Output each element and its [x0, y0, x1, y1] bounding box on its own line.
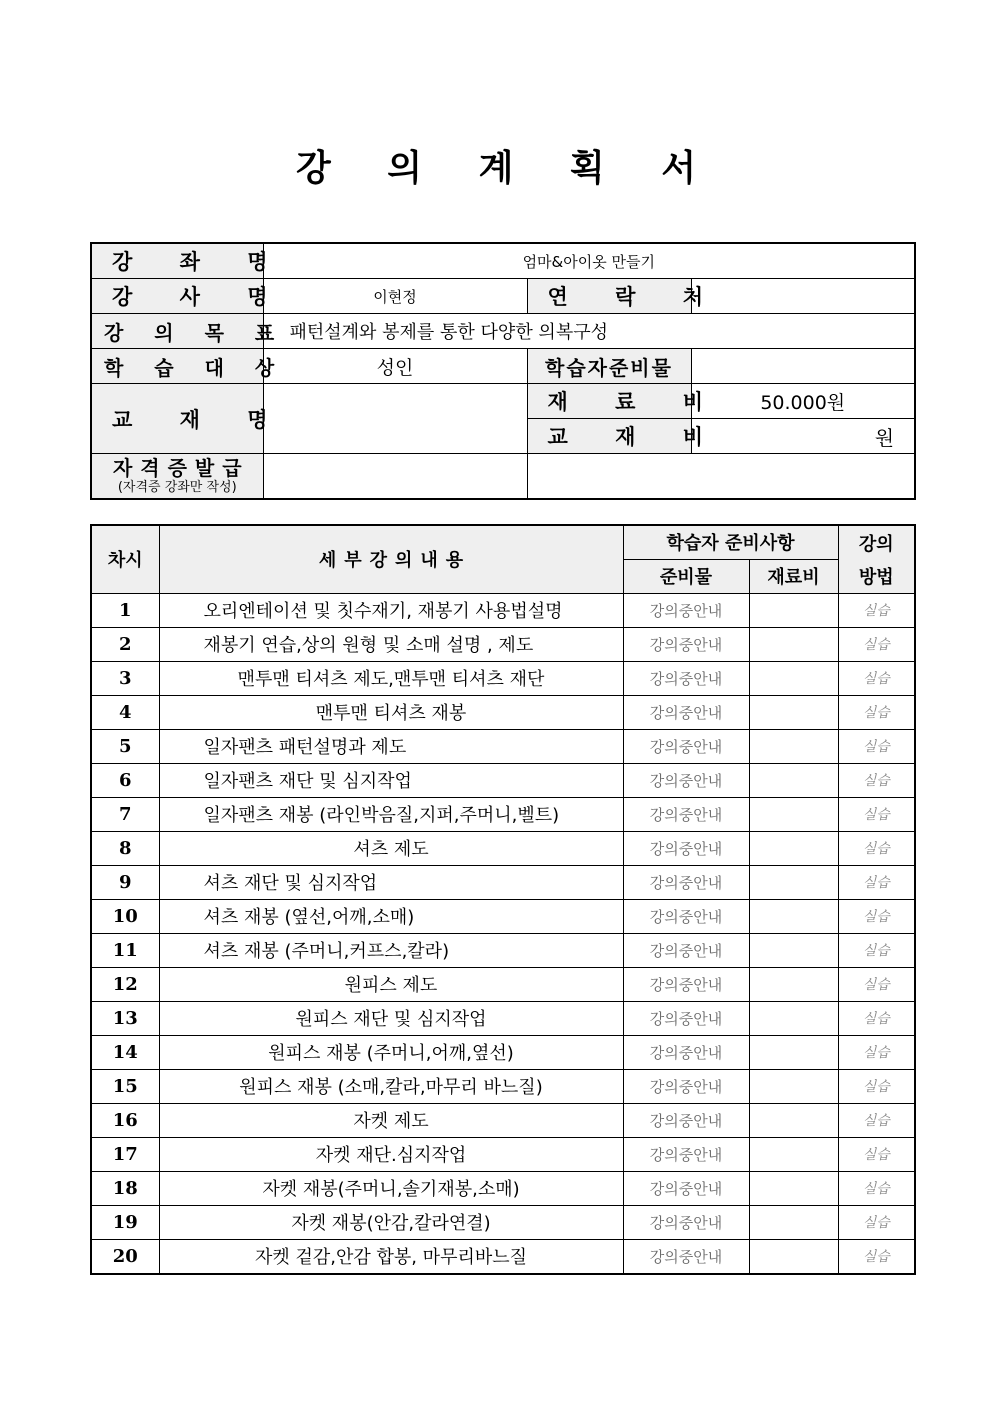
page-title: 강 의 계 획 서 — [295, 147, 718, 189]
session-content: 셔츠 재봉 (옆선,어깨,소매) — [159, 899, 623, 933]
prep-items: 강의중안내 — [623, 1171, 749, 1205]
prep-items: 강의중안내 — [623, 763, 749, 797]
prep-fee — [749, 797, 838, 831]
textbook-label: 교 재 명 — [91, 384, 263, 454]
lecture-method: 실습 — [838, 1035, 915, 1069]
lecture-method: 실습 — [838, 593, 915, 627]
prep-items: 강의중안내 — [623, 695, 749, 729]
lecture-method: 실습 — [838, 831, 915, 865]
prep-items: 강의중안내 — [623, 1035, 749, 1069]
target-label: 학 습 대 상 — [91, 349, 263, 384]
prep-items: 강의중안내 — [623, 797, 749, 831]
prep-items: 강의중안내 — [623, 865, 749, 899]
prep-fee — [749, 593, 838, 627]
prep-fee — [749, 1103, 838, 1137]
table-row — [91, 1171, 915, 1205]
course-info-table — [90, 242, 916, 500]
table-row — [91, 865, 915, 899]
certificate-extra — [527, 454, 915, 500]
prep-fee — [749, 661, 838, 695]
prep-fee — [749, 1137, 838, 1171]
instructor-row — [91, 279, 915, 314]
prep-items: 강의중안내 — [623, 899, 749, 933]
prep-fee — [749, 695, 838, 729]
session-content: 원피스 재봉 (주머니,어깨,옆선) — [159, 1035, 623, 1069]
content-header: 세부강의내용 — [159, 525, 623, 593]
method-header-line1: 강의 — [838, 525, 915, 559]
session-content: 원피스 제도 — [159, 967, 623, 1001]
session-number: 13 — [91, 1001, 159, 1035]
goal-label: 강 의 목 표 — [91, 314, 263, 349]
method-header-line2: 방법 — [838, 559, 915, 593]
lecture-method: 실습 — [838, 627, 915, 661]
schedule-header-row-1 — [91, 525, 915, 559]
material-fee-label: 재 료 비 — [527, 384, 691, 419]
course-name-label: 강 좌 명 — [91, 243, 263, 279]
goal-value: 패턴설계와 봉제를 통한 다양한 의복구성 — [263, 314, 915, 349]
session-number: 11 — [91, 933, 159, 967]
session-number: 1 — [91, 593, 159, 627]
prep-fee — [749, 763, 838, 797]
target-value: 성인 — [263, 349, 527, 384]
session-content: 자켓 제도 — [159, 1103, 623, 1137]
prep-fee — [749, 967, 838, 1001]
session-content: 재봉기 연습,상의 원형 및 소매 설명 , 제도 — [159, 627, 623, 661]
lecture-method: 실습 — [838, 1069, 915, 1103]
prep-fee — [749, 729, 838, 763]
prep-fee — [749, 831, 838, 865]
prep-fee — [749, 865, 838, 899]
session-number: 17 — [91, 1137, 159, 1171]
course-name-value: 엄마&아이옷 만들기 — [263, 243, 915, 279]
table-row — [91, 797, 915, 831]
lecture-method: 실습 — [838, 933, 915, 967]
prep-items: 강의중안내 — [623, 1001, 749, 1035]
session-content: 맨투맨 티셔츠 제도,맨투맨 티셔츠 재단 — [159, 661, 623, 695]
certificate-label-cell — [91, 454, 263, 500]
prep-items: 강의중안내 — [623, 1103, 749, 1137]
session-number: 9 — [91, 865, 159, 899]
prep-items: 강의중안내 — [623, 729, 749, 763]
prep-fee — [749, 1171, 838, 1205]
prep-items: 강의중안내 — [623, 1239, 749, 1274]
prep-items: 강의중안내 — [623, 627, 749, 661]
session-content: 오리엔테이션 및 칫수재기, 재봉기 사용법설명 — [159, 593, 623, 627]
session-number: 14 — [91, 1035, 159, 1069]
table-row — [91, 1137, 915, 1171]
lecture-method: 실습 — [838, 967, 915, 1001]
certificate-value — [263, 454, 527, 500]
session-number: 2 — [91, 627, 159, 661]
table-row — [91, 661, 915, 695]
material-fee-value: 50.000원 — [691, 384, 915, 419]
session-number: 4 — [91, 695, 159, 729]
certificate-label: 자격증발급 — [112, 456, 250, 480]
lecture-method: 실습 — [838, 661, 915, 695]
session-content: 일자팬츠 패턴설명과 제도 — [159, 729, 623, 763]
contact-label: 연 락 처 — [527, 279, 691, 314]
schedule-table — [90, 524, 916, 1275]
prep-fee — [749, 1001, 838, 1035]
prep-items: 강의중안내 — [623, 933, 749, 967]
prep-fee — [749, 899, 838, 933]
session-content: 셔츠 재봉 (주머니,커프스,칼라) — [159, 933, 623, 967]
prep-items: 강의중안내 — [623, 831, 749, 865]
lecture-method: 실습 — [838, 1239, 915, 1274]
table-row — [91, 1069, 915, 1103]
certificate-sublabel: (자격증 강좌만 작성) — [117, 480, 237, 495]
textbook-fee-label: 교 재 비 — [527, 419, 691, 454]
table-row — [91, 695, 915, 729]
session-number: 20 — [91, 1239, 159, 1274]
session-number: 5 — [91, 729, 159, 763]
prep-items: 강의중안내 — [623, 593, 749, 627]
material-fee-row — [91, 384, 915, 419]
prep-fee — [749, 1239, 838, 1274]
session-number: 12 — [91, 967, 159, 1001]
lecture-method: 실습 — [838, 1205, 915, 1239]
session-content: 일자팬츠 재봉 (라인박음질,지퍼,주머니,벨트) — [159, 797, 623, 831]
session-number: 16 — [91, 1103, 159, 1137]
target-row — [91, 349, 915, 384]
instructor-label: 강 사 명 — [91, 279, 263, 314]
lecture-method: 실습 — [838, 1103, 915, 1137]
session-content: 셔츠 재단 및 심지작업 — [159, 865, 623, 899]
prep-fee-header: 재료비 — [749, 559, 838, 593]
prep-items: 강의중안내 — [623, 1205, 749, 1239]
goal-row — [91, 314, 915, 349]
prep-items: 강의중안내 — [623, 1137, 749, 1171]
lecture-method: 실습 — [838, 1001, 915, 1035]
session-number: 15 — [91, 1069, 159, 1103]
session-number: 8 — [91, 831, 159, 865]
prep-items: 강의중안내 — [623, 661, 749, 695]
table-row — [91, 763, 915, 797]
session-content: 자켓 재봉(안감,칼라연결) — [159, 1205, 623, 1239]
learner-materials-value — [691, 349, 915, 384]
session-number: 3 — [91, 661, 159, 695]
session-content: 맨투맨 티셔츠 재봉 — [159, 695, 623, 729]
session-number: 10 — [91, 899, 159, 933]
prep-fee — [749, 1069, 838, 1103]
table-row — [91, 593, 915, 627]
lecture-method: 실습 — [838, 1137, 915, 1171]
lecture-method: 실습 — [838, 865, 915, 899]
table-row — [91, 1239, 915, 1274]
session-number: 18 — [91, 1171, 159, 1205]
prep-fee — [749, 627, 838, 661]
session-content: 셔츠 제도 — [159, 831, 623, 865]
session-number: 7 — [91, 797, 159, 831]
table-row — [91, 899, 915, 933]
prep-items: 강의중안내 — [623, 967, 749, 1001]
table-row — [91, 967, 915, 1001]
instructor-value: 이현정 — [263, 279, 527, 314]
session-number: 19 — [91, 1205, 159, 1239]
session-content: 일자팬츠 재단 및 심지작업 — [159, 763, 623, 797]
table-row — [91, 933, 915, 967]
table-row — [91, 729, 915, 763]
session-number: 6 — [91, 763, 159, 797]
textbook-value — [263, 384, 527, 454]
session-header: 차시 — [91, 525, 159, 593]
table-row — [91, 831, 915, 865]
session-content: 자켓 재단.심지작업 — [159, 1137, 623, 1171]
prep-fee — [749, 933, 838, 967]
table-row — [91, 1001, 915, 1035]
prep-fee — [749, 1205, 838, 1239]
prep-items: 강의중안내 — [623, 1069, 749, 1103]
contact-value — [691, 279, 915, 314]
table-row — [91, 1103, 915, 1137]
learner-materials-label: 학습자준비물 — [527, 349, 691, 384]
lecture-method: 실습 — [838, 763, 915, 797]
prep-group-header: 학습자 준비사항 — [623, 525, 838, 559]
table-row — [91, 1035, 915, 1069]
table-row — [91, 1205, 915, 1239]
lecture-method: 실습 — [838, 695, 915, 729]
prep-items-header: 준비물 — [623, 559, 749, 593]
session-content: 자켓 겉감,안감 합봉, 마무리바느질 — [159, 1239, 623, 1274]
session-content: 자켓 재봉(주머니,솔기재봉,소매) — [159, 1171, 623, 1205]
lecture-method: 실습 — [838, 899, 915, 933]
table-row — [91, 627, 915, 661]
session-content: 원피스 재단 및 심지작업 — [159, 1001, 623, 1035]
certificate-row — [91, 454, 915, 500]
lecture-method: 실습 — [838, 797, 915, 831]
textbook-fee-value: 원 — [691, 419, 915, 454]
course-name-row — [91, 243, 915, 279]
lecture-method: 실습 — [838, 1171, 915, 1205]
prep-fee — [749, 1035, 838, 1069]
lecture-method: 실습 — [838, 729, 915, 763]
session-content: 원피스 재봉 (소매,칼라,마무리 바느질) — [159, 1069, 623, 1103]
